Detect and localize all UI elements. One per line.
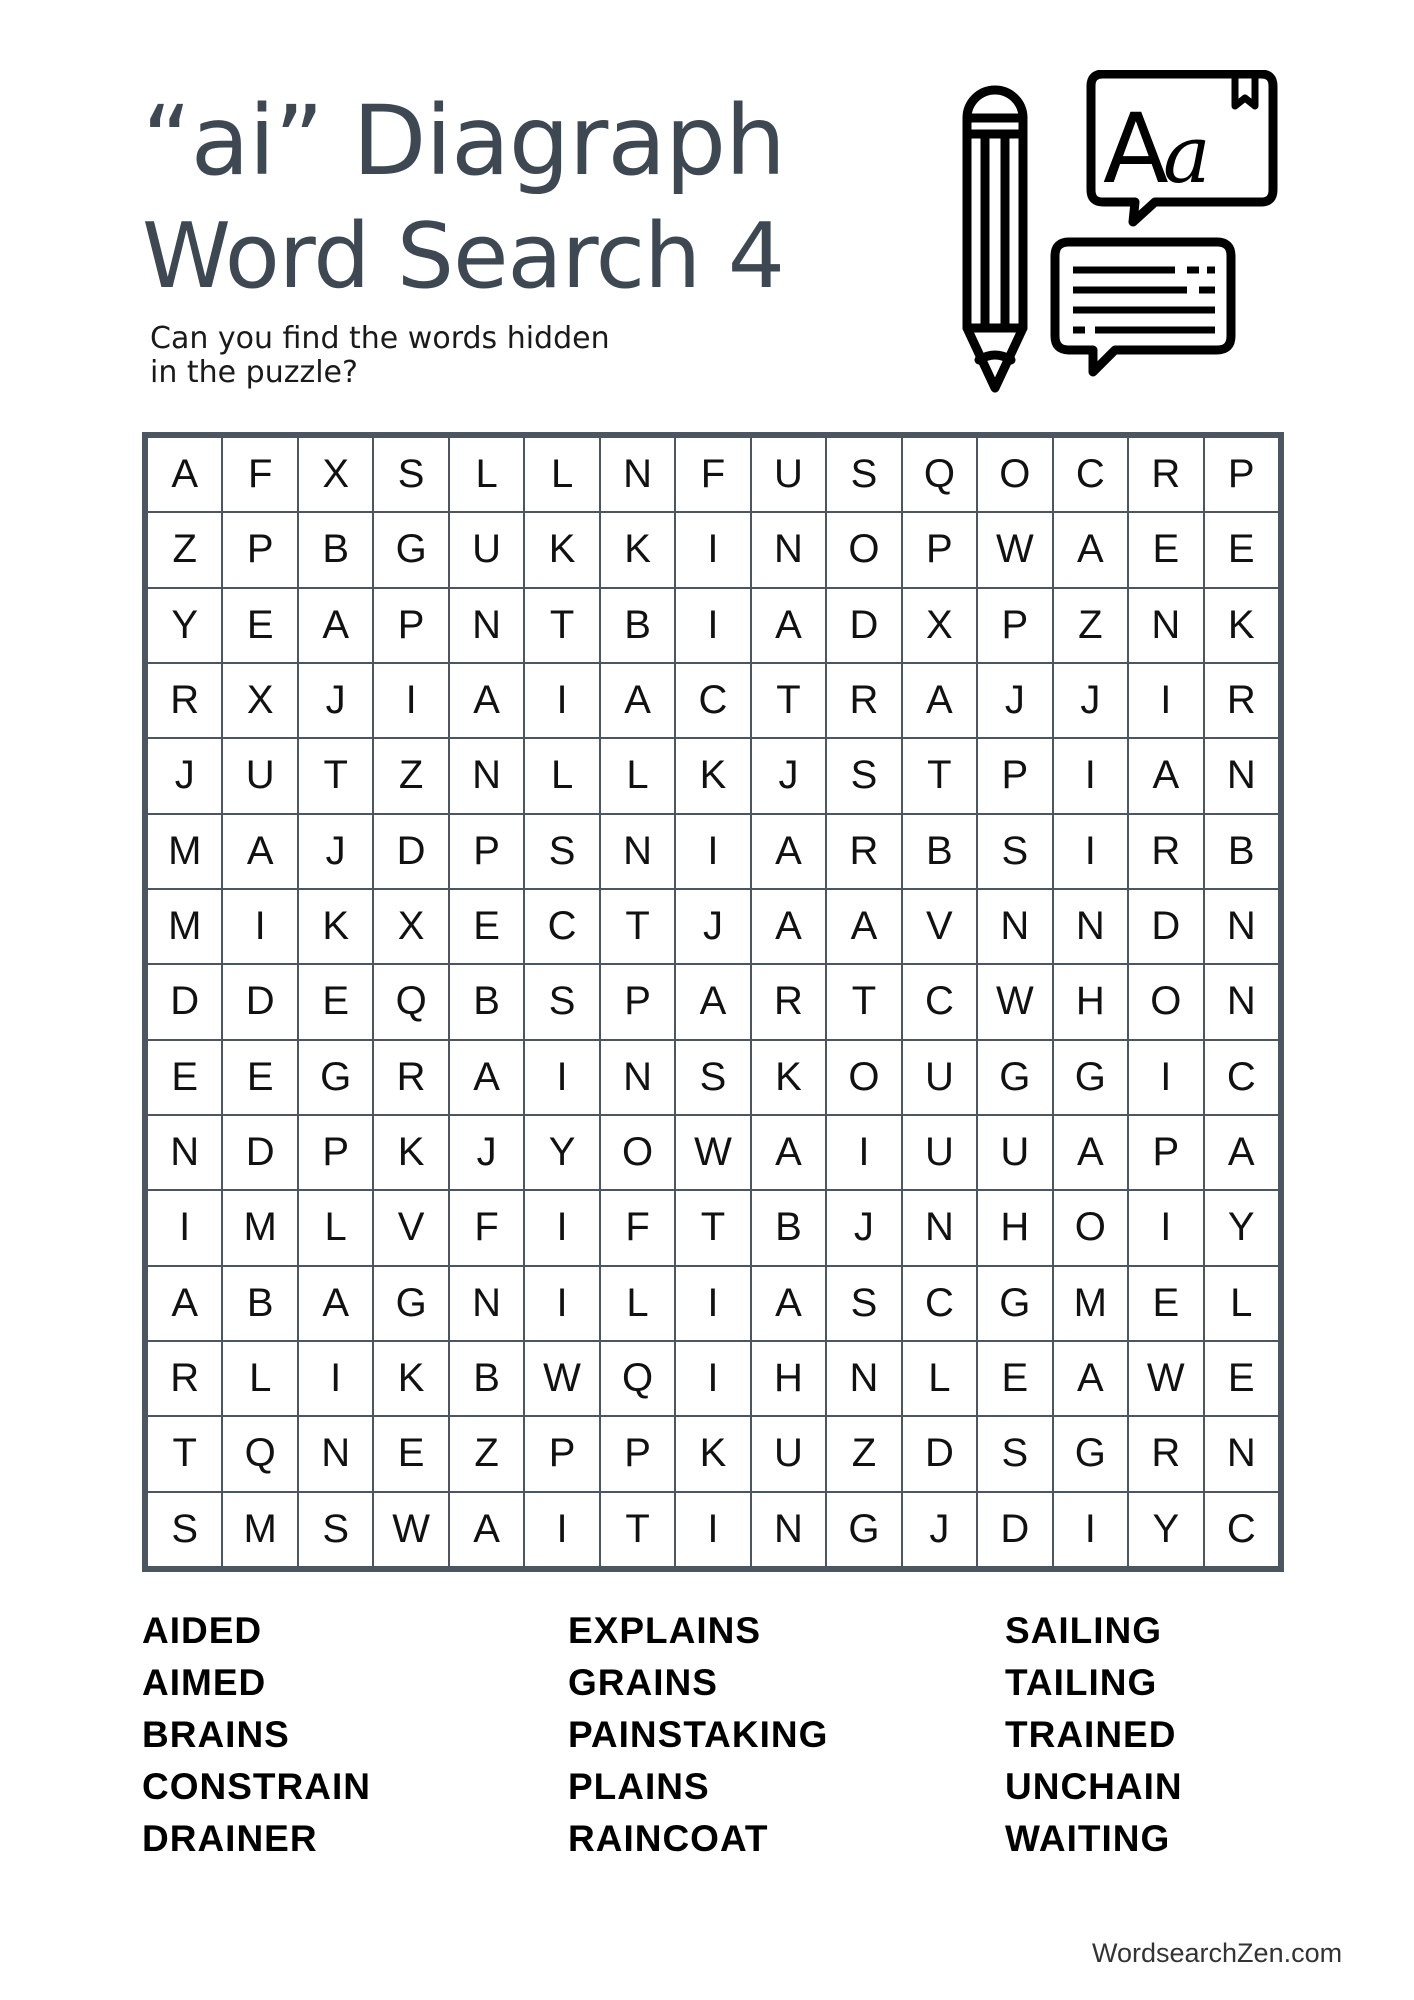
grid-cell[interactable]: E bbox=[223, 1041, 296, 1114]
grid-cell[interactable]: I bbox=[1129, 1191, 1202, 1264]
grid-cell[interactable]: X bbox=[223, 664, 296, 737]
grid-cell[interactable]: A bbox=[148, 438, 221, 511]
grid-cell[interactable]: C bbox=[676, 664, 749, 737]
word-search-grid-frame bbox=[142, 432, 1284, 1572]
word-list-item: RAINCOAT bbox=[568, 1818, 769, 1859]
page-title-line-1: “ai” Diagraph bbox=[142, 85, 785, 197]
grid-cell[interactable]: D bbox=[223, 965, 296, 1038]
grid-cell[interactable]: T bbox=[299, 739, 372, 812]
grid-cell[interactable]: R bbox=[827, 815, 900, 888]
site-credit: WordsearchZen.com bbox=[1092, 1938, 1343, 1968]
grid-cell[interactable]: D bbox=[374, 815, 447, 888]
grid-cell[interactable]: L bbox=[601, 1267, 674, 1340]
grid-cell[interactable]: P bbox=[1205, 438, 1278, 511]
grid-cell[interactable]: S bbox=[827, 1267, 900, 1340]
grid-cell[interactable]: I bbox=[1054, 739, 1127, 812]
grid-cell[interactable]: D bbox=[1129, 890, 1202, 963]
grid-cell[interactable]: O bbox=[827, 513, 900, 586]
grid-cell[interactable]: N bbox=[752, 513, 825, 586]
grid-cell[interactable]: M bbox=[148, 890, 221, 963]
grid-cell[interactable]: L bbox=[525, 438, 598, 511]
grid-cell[interactable]: J bbox=[978, 664, 1051, 737]
grid-cell[interactable]: P bbox=[374, 589, 447, 662]
language-aa-chat-icon bbox=[1091, 74, 1273, 222]
grid-cell[interactable]: R bbox=[1129, 438, 1202, 511]
grid-cell[interactable]: K bbox=[676, 1417, 749, 1490]
grid-cell[interactable]: G bbox=[978, 1267, 1051, 1340]
grid-cell[interactable]: W bbox=[1129, 1342, 1202, 1415]
grid-cell[interactable]: E bbox=[374, 1417, 447, 1490]
grid-cell[interactable]: G bbox=[1054, 1417, 1127, 1490]
grid-cell[interactable]: R bbox=[1129, 815, 1202, 888]
word-list-item: TRAINED bbox=[1005, 1714, 1177, 1755]
grid-cell[interactable]: A bbox=[827, 890, 900, 963]
grid-cell[interactable]: L bbox=[450, 438, 523, 511]
grid-cell[interactable]: P bbox=[601, 1417, 674, 1490]
grid-cell[interactable]: L bbox=[1205, 1267, 1278, 1340]
grid-cell[interactable]: N bbox=[1205, 890, 1278, 963]
grid-cell[interactable]: T bbox=[601, 890, 674, 963]
grid-cell[interactable]: B bbox=[299, 513, 372, 586]
grid-cell[interactable]: Y bbox=[1129, 1493, 1202, 1566]
grid-cell[interactable]: N bbox=[450, 1267, 523, 1340]
grid-cell[interactable]: M bbox=[223, 1493, 296, 1566]
grid-cell[interactable]: K bbox=[752, 1041, 825, 1114]
grid-cell[interactable]: F bbox=[450, 1191, 523, 1264]
grid-cell[interactable]: Y bbox=[1205, 1191, 1278, 1264]
grid-cell[interactable]: I bbox=[148, 1191, 221, 1264]
grid-cell[interactable]: I bbox=[525, 1041, 598, 1114]
grid-cell[interactable]: P bbox=[978, 739, 1051, 812]
grid-cell[interactable]: S bbox=[827, 739, 900, 812]
grid-cell[interactable]: J bbox=[148, 739, 221, 812]
grid-cell[interactable]: A bbox=[752, 1116, 825, 1189]
grid-cell[interactable]: B bbox=[752, 1191, 825, 1264]
grid-cell[interactable]: W bbox=[374, 1493, 447, 1566]
grid-cell[interactable]: V bbox=[903, 890, 976, 963]
grid-cell[interactable]: K bbox=[525, 513, 598, 586]
grid-cell[interactable]: N bbox=[450, 589, 523, 662]
grid-cell[interactable]: A bbox=[1054, 1342, 1127, 1415]
grid-cell[interactable]: Q bbox=[601, 1342, 674, 1415]
grid-cell[interactable]: J bbox=[752, 739, 825, 812]
grid-cell[interactable]: F bbox=[601, 1191, 674, 1264]
grid-cell[interactable]: S bbox=[978, 815, 1051, 888]
grid-cell[interactable]: I bbox=[374, 664, 447, 737]
grid-cell[interactable]: N bbox=[299, 1417, 372, 1490]
grid-cell[interactable]: O bbox=[1054, 1191, 1127, 1264]
grid-cell[interactable]: D bbox=[978, 1493, 1051, 1566]
grid-cell[interactable]: E bbox=[1129, 1267, 1202, 1340]
word-list-item: EXPLAINS bbox=[568, 1610, 762, 1651]
grid-cell[interactable]: P bbox=[450, 815, 523, 888]
grid-cell[interactable]: S bbox=[299, 1493, 372, 1566]
grid-cell[interactable]: H bbox=[1054, 965, 1127, 1038]
grid-cell[interactable]: A bbox=[903, 664, 976, 737]
word-list-item: UNCHAIN bbox=[1005, 1766, 1183, 1807]
grid-cell[interactable]: I bbox=[525, 664, 598, 737]
grid-cell[interactable]: A bbox=[752, 1267, 825, 1340]
grid-cell[interactable]: S bbox=[374, 438, 447, 511]
text-message-icon bbox=[1055, 242, 1231, 372]
grid-cell[interactable]: O bbox=[978, 438, 1051, 511]
grid-cell[interactable]: A bbox=[752, 589, 825, 662]
grid-cell[interactable]: I bbox=[676, 513, 749, 586]
instructions-line-2: in the puzzle? bbox=[150, 355, 358, 390]
grid-cell[interactable]: O bbox=[1129, 965, 1202, 1038]
grid-cell[interactable]: R bbox=[148, 664, 221, 737]
grid-cell[interactable]: A bbox=[450, 1493, 523, 1566]
grid-cell[interactable]: N bbox=[1205, 965, 1278, 1038]
grid-cell[interactable]: A bbox=[223, 815, 296, 888]
grid-cell[interactable]: I bbox=[1129, 1041, 1202, 1114]
grid-cell[interactable]: Z bbox=[374, 739, 447, 812]
word-list-item: DRAINER bbox=[142, 1818, 318, 1859]
grid-cell[interactable]: O bbox=[827, 1041, 900, 1114]
grid-cell[interactable]: P bbox=[978, 589, 1051, 662]
grid-cell[interactable]: S bbox=[978, 1417, 1051, 1490]
grid-cell[interactable]: B bbox=[601, 589, 674, 662]
grid-cell[interactable]: E bbox=[1129, 513, 1202, 586]
grid-cell[interactable]: Y bbox=[525, 1116, 598, 1189]
grid-cell[interactable]: E bbox=[148, 1041, 221, 1114]
grid-cell[interactable]: N bbox=[752, 1493, 825, 1566]
word-search-grid bbox=[148, 438, 1278, 1566]
word-list-column-3 bbox=[1005, 1605, 1183, 1865]
grid-cell[interactable]: W bbox=[676, 1116, 749, 1189]
grid-cell[interactable]: T bbox=[676, 1191, 749, 1264]
grid-cell[interactable]: L bbox=[601, 739, 674, 812]
grid-cell[interactable]: D bbox=[148, 965, 221, 1038]
grid-cell[interactable]: I bbox=[676, 815, 749, 888]
grid-cell[interactable]: U bbox=[450, 513, 523, 586]
grid-cell[interactable]: T bbox=[525, 589, 598, 662]
grid-cell[interactable]: Z bbox=[148, 513, 221, 586]
svg-text:a: a bbox=[1163, 108, 1211, 201]
grid-cell[interactable]: C bbox=[903, 1267, 976, 1340]
grid-cell[interactable]: X bbox=[903, 589, 976, 662]
grid-cell[interactable]: Z bbox=[827, 1417, 900, 1490]
grid-cell[interactable]: W bbox=[525, 1342, 598, 1415]
grid-cell[interactable]: D bbox=[223, 1116, 296, 1189]
word-list-item: GRAINS bbox=[568, 1662, 718, 1703]
grid-cell[interactable]: F bbox=[676, 438, 749, 511]
grid-cell[interactable]: D bbox=[903, 1417, 976, 1490]
grid-cell[interactable]: Y bbox=[148, 589, 221, 662]
grid-cell[interactable]: R bbox=[1129, 1417, 1202, 1490]
grid-cell[interactable]: Z bbox=[1054, 589, 1127, 662]
word-list-item: WAITING bbox=[1005, 1818, 1171, 1859]
grid-cell[interactable]: O bbox=[601, 1116, 674, 1189]
grid-cell[interactable]: R bbox=[1205, 664, 1278, 737]
word-list-column-2 bbox=[568, 1605, 828, 1865]
grid-cell[interactable]: C bbox=[903, 965, 976, 1038]
grid-cell[interactable]: K bbox=[374, 1116, 447, 1189]
word-list-item: AIDED bbox=[142, 1610, 263, 1651]
word-list-item: TAILING bbox=[1005, 1662, 1158, 1703]
grid-cell[interactable]: G bbox=[374, 513, 447, 586]
grid-cell[interactable]: F bbox=[223, 438, 296, 511]
grid-cell[interactable]: C bbox=[1205, 1041, 1278, 1114]
grid-cell[interactable]: J bbox=[676, 890, 749, 963]
grid-cell[interactable]: S bbox=[827, 438, 900, 511]
grid-cell[interactable]: N bbox=[601, 438, 674, 511]
grid-cell[interactable]: V bbox=[374, 1191, 447, 1264]
grid-cell[interactable]: M bbox=[223, 1191, 296, 1264]
grid-cell[interactable]: J bbox=[299, 664, 372, 737]
grid-cell[interactable]: K bbox=[374, 1342, 447, 1415]
grid-cell[interactable]: H bbox=[978, 1191, 1051, 1264]
grid-cell[interactable]: B bbox=[1205, 815, 1278, 888]
grid-cell[interactable]: I bbox=[299, 1342, 372, 1415]
grid-cell[interactable]: S bbox=[148, 1493, 221, 1566]
instructions-line-1: Can you find the words hidden bbox=[150, 321, 610, 356]
grid-cell[interactable]: A bbox=[1054, 513, 1127, 586]
grid-cell[interactable]: N bbox=[978, 890, 1051, 963]
grid-cell[interactable]: H bbox=[752, 1342, 825, 1415]
grid-cell[interactable]: Q bbox=[903, 438, 976, 511]
pencil-icon bbox=[967, 90, 1023, 388]
grid-cell[interactable]: A bbox=[1054, 1116, 1127, 1189]
grid-cell[interactable]: W bbox=[978, 965, 1051, 1038]
grid-cell[interactable]: R bbox=[752, 965, 825, 1038]
grid-cell[interactable]: U bbox=[903, 1041, 976, 1114]
grid-cell[interactable]: C bbox=[1205, 1493, 1278, 1566]
header-illustration bbox=[955, 70, 1285, 400]
grid-cell[interactable]: P bbox=[601, 965, 674, 1038]
grid-cell[interactable]: N bbox=[1054, 890, 1127, 963]
grid-cell[interactable]: X bbox=[299, 438, 372, 511]
grid-cell[interactable]: U bbox=[903, 1116, 976, 1189]
grid-cell[interactable]: L bbox=[223, 1342, 296, 1415]
grid-cell[interactable]: Q bbox=[374, 965, 447, 1038]
grid-cell[interactable]: A bbox=[450, 1041, 523, 1114]
grid-cell[interactable]: A bbox=[601, 664, 674, 737]
grid-cell[interactable]: T bbox=[827, 965, 900, 1038]
grid-cell[interactable]: K bbox=[299, 890, 372, 963]
grid-cell[interactable]: A bbox=[148, 1267, 221, 1340]
grid-cell[interactable]: K bbox=[1205, 589, 1278, 662]
grid-cell[interactable]: W bbox=[978, 513, 1051, 586]
grid-cell[interactable]: N bbox=[903, 1191, 976, 1264]
grid-cell[interactable]: P bbox=[223, 513, 296, 586]
grid-cell[interactable]: I bbox=[676, 589, 749, 662]
grid-cell[interactable]: I bbox=[525, 1191, 598, 1264]
grid-cell[interactable]: I bbox=[525, 1267, 598, 1340]
grid-cell[interactable]: B bbox=[223, 1267, 296, 1340]
grid-cell[interactable]: G bbox=[978, 1041, 1051, 1114]
grid-cell[interactable]: L bbox=[299, 1191, 372, 1264]
grid-cell[interactable]: C bbox=[1054, 438, 1127, 511]
grid-cell[interactable]: E bbox=[978, 1342, 1051, 1415]
grid-cell[interactable]: R bbox=[148, 1342, 221, 1415]
grid-cell[interactable]: N bbox=[827, 1342, 900, 1415]
grid-cell[interactable]: I bbox=[1054, 1493, 1127, 1566]
grid-cell[interactable]: A bbox=[676, 965, 749, 1038]
grid-cell[interactable]: K bbox=[601, 513, 674, 586]
grid-cell[interactable]: U bbox=[978, 1116, 1051, 1189]
grid-cell[interactable]: J bbox=[1054, 664, 1127, 737]
grid-cell[interactable]: L bbox=[525, 739, 598, 812]
grid-cell[interactable]: I bbox=[525, 1493, 598, 1566]
grid-cell[interactable]: C bbox=[525, 890, 598, 963]
grid-cell[interactable]: X bbox=[374, 890, 447, 963]
grid-cell[interactable]: E bbox=[450, 890, 523, 963]
grid-cell[interactable]: I bbox=[1129, 664, 1202, 737]
grid-cell[interactable]: I bbox=[223, 890, 296, 963]
grid-cell[interactable]: J bbox=[903, 1493, 976, 1566]
grid-cell[interactable]: S bbox=[676, 1041, 749, 1114]
grid-cell[interactable]: D bbox=[827, 589, 900, 662]
grid-cell[interactable]: P bbox=[525, 1417, 598, 1490]
grid-cell[interactable]: I bbox=[1054, 815, 1127, 888]
grid-cell[interactable]: B bbox=[450, 1342, 523, 1415]
grid-cell[interactable]: S bbox=[525, 965, 598, 1038]
grid-cell[interactable]: I bbox=[827, 1116, 900, 1189]
word-list-item: BRAINS bbox=[142, 1714, 290, 1755]
grid-cell[interactable]: B bbox=[450, 965, 523, 1038]
grid-cell[interactable]: A bbox=[299, 1267, 372, 1340]
grid-cell[interactable]: A bbox=[450, 664, 523, 737]
word-list-item: CONSTRAIN bbox=[142, 1766, 371, 1807]
grid-cell[interactable]: N bbox=[1129, 589, 1202, 662]
grid-cell[interactable]: T bbox=[903, 739, 976, 812]
grid-cell[interactable]: B bbox=[903, 815, 976, 888]
grid-cell[interactable]: N bbox=[148, 1116, 221, 1189]
grid-cell[interactable]: A bbox=[752, 815, 825, 888]
grid-cell[interactable]: A bbox=[1129, 739, 1202, 812]
grid-cell[interactable]: I bbox=[676, 1493, 749, 1566]
grid-cell[interactable]: K bbox=[676, 739, 749, 812]
grid-cell[interactable]: N bbox=[450, 739, 523, 812]
word-list-item: AIMED bbox=[142, 1662, 267, 1703]
word-list-item: PAINSTAKING bbox=[568, 1714, 829, 1755]
grid-cell[interactable]: M bbox=[1054, 1267, 1127, 1340]
grid-cell[interactable]: U bbox=[223, 739, 296, 812]
word-list-column-1 bbox=[142, 1605, 371, 1865]
grid-cell[interactable]: Z bbox=[450, 1417, 523, 1490]
grid-cell[interactable]: J bbox=[299, 815, 372, 888]
grid-cell[interactable]: J bbox=[450, 1116, 523, 1189]
grid-cell[interactable]: J bbox=[827, 1191, 900, 1264]
grid-cell[interactable]: N bbox=[1205, 739, 1278, 812]
grid-cell[interactable]: L bbox=[903, 1342, 976, 1415]
grid-cell[interactable]: A bbox=[299, 589, 372, 662]
instructions bbox=[150, 322, 610, 390]
grid-cell[interactable]: A bbox=[1205, 1116, 1278, 1189]
grid-cell[interactable]: M bbox=[148, 815, 221, 888]
grid-cell[interactable]: G bbox=[1054, 1041, 1127, 1114]
grid-cell[interactable]: N bbox=[601, 815, 674, 888]
grid-cell[interactable]: G bbox=[374, 1267, 447, 1340]
grid-cell[interactable]: P bbox=[903, 513, 976, 586]
grid-cell[interactable]: G bbox=[827, 1493, 900, 1566]
grid-cell[interactable]: R bbox=[827, 664, 900, 737]
grid-cell[interactable]: P bbox=[1129, 1116, 1202, 1189]
grid-cell[interactable]: G bbox=[299, 1041, 372, 1114]
grid-cell[interactable]: I bbox=[676, 1342, 749, 1415]
grid-cell[interactable]: T bbox=[601, 1493, 674, 1566]
word-list-item: SAILING bbox=[1005, 1610, 1163, 1651]
grid-cell[interactable]: A bbox=[752, 890, 825, 963]
grid-cell[interactable]: R bbox=[374, 1041, 447, 1114]
grid-cell[interactable]: I bbox=[676, 1267, 749, 1340]
grid-cell[interactable]: T bbox=[148, 1417, 221, 1490]
grid-cell[interactable]: U bbox=[752, 1417, 825, 1490]
grid-cell[interactable]: U bbox=[752, 438, 825, 511]
grid-cell[interactable]: N bbox=[601, 1041, 674, 1114]
grid-cell[interactable]: S bbox=[525, 815, 598, 888]
grid-cell[interactable]: E bbox=[299, 965, 372, 1038]
grid-cell[interactable]: E bbox=[1205, 513, 1278, 586]
grid-cell[interactable]: Q bbox=[223, 1417, 296, 1490]
page-title-line-2: Word Search 4 bbox=[142, 204, 785, 309]
grid-cell[interactable]: T bbox=[752, 664, 825, 737]
grid-cell[interactable]: E bbox=[223, 589, 296, 662]
grid-cell[interactable]: P bbox=[299, 1116, 372, 1189]
grid-cell[interactable]: E bbox=[1205, 1342, 1278, 1415]
word-list-item: PLAINS bbox=[568, 1766, 710, 1807]
svg-text:A: A bbox=[1103, 93, 1169, 205]
grid-cell[interactable]: N bbox=[1205, 1417, 1278, 1490]
